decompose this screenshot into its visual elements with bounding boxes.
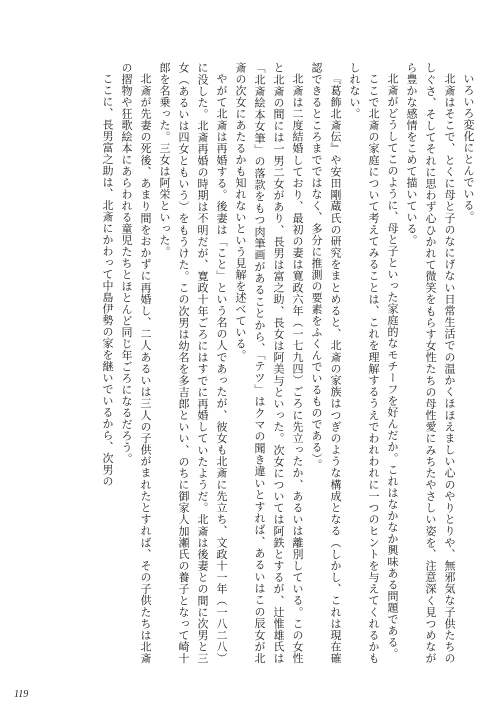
paragraph: 北斎がどうしてこのように、母と子といった家庭的なモチーフを好んだか。これはなかなか興味ある問題である。 [386,73,399,660]
paragraph: ここに、長男富之助は、北斎にかわって中島伊勢の家を継いでいるから、次男の [101,73,114,487]
paragraph: やがて北斎は再婚する。後妻は「こと」という名の人であったが、彼女も北斎に先立ち、文政十一年（一八二八）に没した。北斎再婚の時期は不明だが、寛政十年ごろにはすでに再婚していたようだ。北斎は後妻との間に次男と三女（あるいは四女ともいう）をもうけた。この次男は幼名を多吉郎といい、のちに御家人加瀬氏の養子となって崎十郎を名乗った。三女は阿栄といった。 [158,62,228,664]
paragraph: 北斎はそこで、とくに母と子のなにげない日常生活での温かくほほえましい心のやりとりや、無邪気な子供たちのしぐさ、そしてそれに思わず心ひかれて微笑をもらす女性たちの母性愛にみちたやさしい姿を、注意深く見つめながら豊かな感情をこめて描いている。 [405,62,456,664]
page-number: 119 [14,689,29,700]
paragraph: 北斎は二度結婚しており、最初の妻は寛政六年（一七九四）ごろに先立ったか、あるいは離別している。この女性と北斎の間には一男二女があり、長男は富之助、長女は阿美与といった。次女については阿鉄とするが、辻惟雄氏は「北斎絵本女筆」の落款をもつ肉筆画があることから、「テツ」はクマの聞き違いとすれば、あるいはこの辰女が北斎の次女にあたるかも知れないという見解を述べている。 [234,62,304,664]
paragraph: いろいろ変化にとんでいる。 [462,73,475,223]
paragraph: ここで北斎の家庭について考えてみることは、これを理解するうえでわれわれに一つのヒントを与えてくれるかもしれない。 [348,62,380,664]
vertical-text-body [30,62,478,664]
paragraph: 『葛飾北斎伝』や安田剛蔵氏の研究をまとめると、北斎の家族はつぎのような構成となる（しかし、これは現在確認できるところまでではなく、多分に推測の要素をふくんでいるものである）。 [310,62,342,664]
paragraph: 北斎が先妻の死後、あまり間をおかずに再婚し、二人あるいは三人の子供がまれたとすれば、その子供たちは北斎の摺物や狂歌絵本にあらわれる童児たちとほとんど同じ年ごろになるだろう。 [120,62,152,664]
